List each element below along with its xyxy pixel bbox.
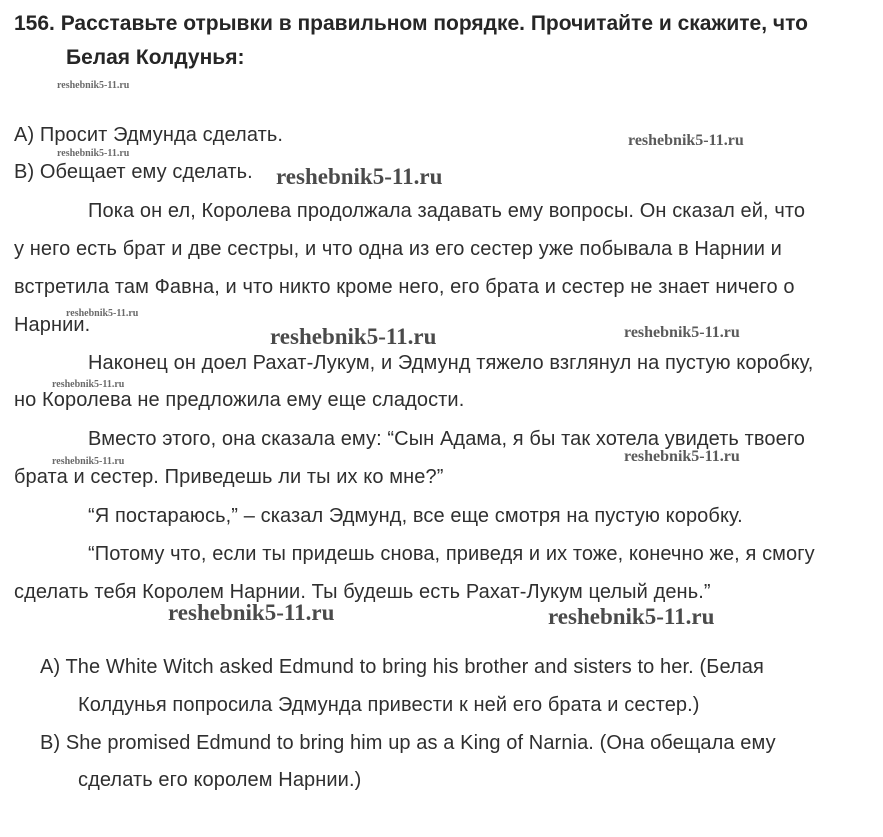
watermark: reshebnik5-11.ru — [168, 600, 335, 625]
passage-line: “Я постараюсь,” – сказал Эдмунд, все еще смотря на пустую коробку. — [88, 505, 743, 527]
watermark: reshebnik5-11.ru — [57, 80, 130, 91]
passage-line: у него есть брат и две сестры, и что одна из его сестер уже побывала в Нарнии и — [14, 238, 782, 260]
exercise-title-line-2: Белая Колдунья: — [66, 46, 245, 69]
passage-line: Наконец он доел Рахат-Лукум, и Эдмунд тяжело взглянул на пустую коробку, — [88, 352, 814, 374]
passage-line: “Потому что, если ты придешь снова, приведя и их тоже, конечно же, я смогу — [88, 543, 815, 565]
watermark: reshebnik5-11.ru — [276, 164, 443, 189]
watermark: reshebnik5-11.ru — [628, 132, 744, 149]
watermark: reshebnik5-11.ru — [52, 379, 125, 390]
passage-line: Нарнии. — [14, 314, 91, 336]
passage-line: Пока он ел, Королева продолжала задавать ему вопросы. Он сказал ей, что — [88, 200, 806, 222]
option-a: А) Просит Эдмунда сделать. — [14, 124, 284, 146]
passage-line: встретила там Фавна, и что никто кроме него, его брата и сестер не знает ничего о — [14, 276, 795, 298]
watermark: reshebnik5-11.ru — [66, 308, 139, 319]
passage-line: сделать тебя Королем Нарнии. Ты будешь есть Рахат-Лукум целый день.” — [14, 581, 711, 603]
answer-b-line-2: сделать его королем Нарнии.) — [78, 769, 362, 791]
watermark: reshebnik5-11.ru — [57, 148, 130, 159]
answer-a-line-2: Колдунья попросила Эдмунда привести к ней его брата и сестер.) — [78, 694, 700, 716]
answer-b-line-1: B) She promised Edmund to bring him up as a King of Narnia. (Она обещала ему — [40, 732, 776, 754]
passage-line: брата и сестер. Приведешь ли ты их ко мне?” — [14, 466, 444, 488]
watermark: reshebnik5-11.ru — [52, 456, 125, 467]
watermark: reshebnik5-11.ru — [548, 604, 715, 629]
watermark: reshebnik5-11.ru — [270, 324, 437, 349]
passage-line: но Королева не предложила ему еще сладости. — [14, 389, 465, 411]
watermark: reshebnik5-11.ru — [624, 324, 740, 341]
exercise-title-line-1: 156. Расставьте отрывки в правильном порядке. Прочитайте и скажите, что — [14, 12, 808, 35]
option-b: В) Обещает ему сделать. — [14, 161, 253, 183]
passage-line: Вместо этого, она сказала ему: “Сын Адама, я бы так хотела увидеть твоего — [88, 428, 805, 450]
answer-a-line-1: A) The White Witch asked Edmund to bring his brother and sisters to her. (Белая — [40, 656, 764, 678]
watermark: reshebnik5-11.ru — [624, 448, 740, 465]
